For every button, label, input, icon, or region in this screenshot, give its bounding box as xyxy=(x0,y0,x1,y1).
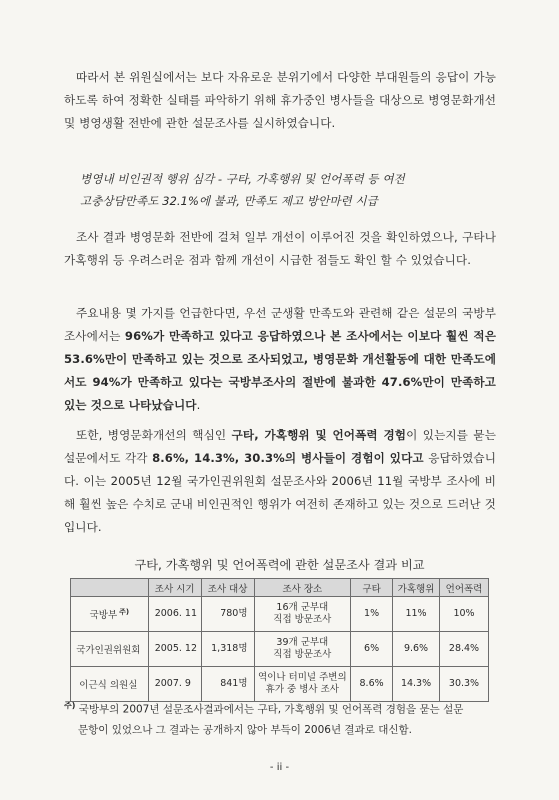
footnote-mark: 주) xyxy=(64,701,76,710)
row-harsh: 11% xyxy=(393,597,440,632)
row-period: 2006. 11 xyxy=(148,597,201,632)
row-org: 국방부 $^{주)}$ xyxy=(71,597,149,632)
footnote-line-1: 국방부의 2007년 설문조사결과에서는 구타, 가혹행위 및 언어폭력 경험을 묻는 설문 xyxy=(78,703,464,716)
results-paragraph xyxy=(64,226,496,272)
header-harsh: 가혹행위 xyxy=(393,579,440,597)
header-beating: 구타 xyxy=(351,579,393,597)
satisfaction-paragraph xyxy=(64,302,496,417)
row-beating: 8.6% xyxy=(351,667,393,702)
intro-text: 따라서 본 위원실에서는 보다 자유로운 분위기에서 다양한 부대원들의 응답이 가능하도록 하여 정확한 실태를 파악하기 위해 휴가중인 병사들을 대상으로 병영문화개선 및 병영생활 전반에 관한 설문조사를 실시하였습니다. xyxy=(64,70,496,130)
footnote xyxy=(64,696,494,740)
row-org: 이근식 의원실 xyxy=(71,667,149,702)
results-text: 조사 결과 병영문화 전반에 걸쳐 일부 개선이 이루어진 것을 확인하였으나, 구타나 가혹행위 등 우려스러운 점과 함께 개선이 시급한 점들도 확인 할 수 있었습니다. xyxy=(64,230,496,267)
violence-text-2: 이 있는지를 묻는 설문에서도 각각 xyxy=(64,428,496,465)
row-period: 2005. 12 xyxy=(148,632,201,667)
row-harsh: 9.6% xyxy=(393,632,440,667)
row-place: 역이나 터미널 주변의 휴가 중 병사 조사 xyxy=(254,667,351,702)
row-place: 39개 군부대 직접 방문조사 xyxy=(254,632,351,667)
satisfaction-text-1: 주요내용 몇 가지를 언급한다면, 우선 군생활 만족도와 관련해 같은 설문의 국방부 조사에서는 xyxy=(64,306,496,343)
row-place: 16개 군부대 직접 방문조사 xyxy=(254,597,351,632)
row-org: 국가인권위원회 xyxy=(71,632,149,667)
intro-paragraph xyxy=(64,66,496,135)
row-verbal: 10% xyxy=(440,597,489,632)
table-row xyxy=(71,597,489,632)
row-verbal: 28.4% xyxy=(440,632,489,667)
violence-bold-1: 구타, 가혹행위 및 언어폭력 경험 xyxy=(231,428,407,442)
row-harsh: 14.3% xyxy=(393,667,440,702)
header-place: 조사 장소 xyxy=(254,579,351,597)
row-subjects: 780명 xyxy=(201,597,254,632)
row-beating: 1% xyxy=(351,597,393,632)
header-subjects: 조사 대상 xyxy=(201,579,254,597)
table-header-row xyxy=(71,579,489,597)
violence-text-3: 응답하였습니다. 이는 2005년 12월 국가인권위원회 설문조사와 2006년 11월 국방부 조사에 비해 훨씬 높은 수치로 군내 비인권적인 행위가 여전히 존재하고 있는 것으로 드러난 것입니다. xyxy=(64,451,496,534)
comparison-table xyxy=(70,578,489,702)
satisfaction-text-2: . xyxy=(196,398,201,412)
row-subjects: 1,318명 xyxy=(201,632,254,667)
satisfaction-bold: 96%가 만족하고 있다고 응답하였으나 본 조사에서는 이보다 훨씬 적은 53.6%만이 만족하고 있는 것으로 조사되었고, 병영문화 개선활동에 대한 만족도에서도 94%가 만족하고 있다는 국방부조사의 절반에 불과한 47.6%만이 만족하고 있는 것으로 나타났습니다 xyxy=(64,329,496,412)
header-org xyxy=(71,579,149,597)
violence-bold-2: 8.6%, 14.3%, 30.3%의 병사들이 경험이 있다고 xyxy=(152,451,424,465)
subheading-line-1: 병영내 비인권적 행위 심각 - 구타, 가혹행위 및 언어폭력 등 여전 xyxy=(80,172,405,186)
header-period: 조사 시기 xyxy=(148,579,201,597)
row-beating: 6% xyxy=(351,632,393,667)
subheading xyxy=(80,168,500,212)
table-row xyxy=(71,632,489,667)
page-number: - ii - xyxy=(269,762,290,773)
violence-paragraph xyxy=(64,424,496,539)
header-verbal: 언어폭력 xyxy=(440,579,489,597)
subheading-line-2: 고충상담만족도 32.1%에 불과, 만족도 제고 방안마련 시급 xyxy=(80,194,378,208)
footnote-line-2: 문항이 있었으나 그 결과는 공개하지 않아 부득이 2006년 결과로 대신함. xyxy=(78,723,412,736)
row-verbal: 30.3% xyxy=(440,667,489,702)
table-title: 구타, 가혹행위 및 언어폭력에 관한 설문조사 결과 비교 xyxy=(134,558,425,572)
row-period: 2007. 9 xyxy=(148,667,201,702)
violence-text-1: 또한, 병영문화개선의 핵심인 xyxy=(76,428,232,442)
row-subjects: 841명 xyxy=(201,667,254,702)
